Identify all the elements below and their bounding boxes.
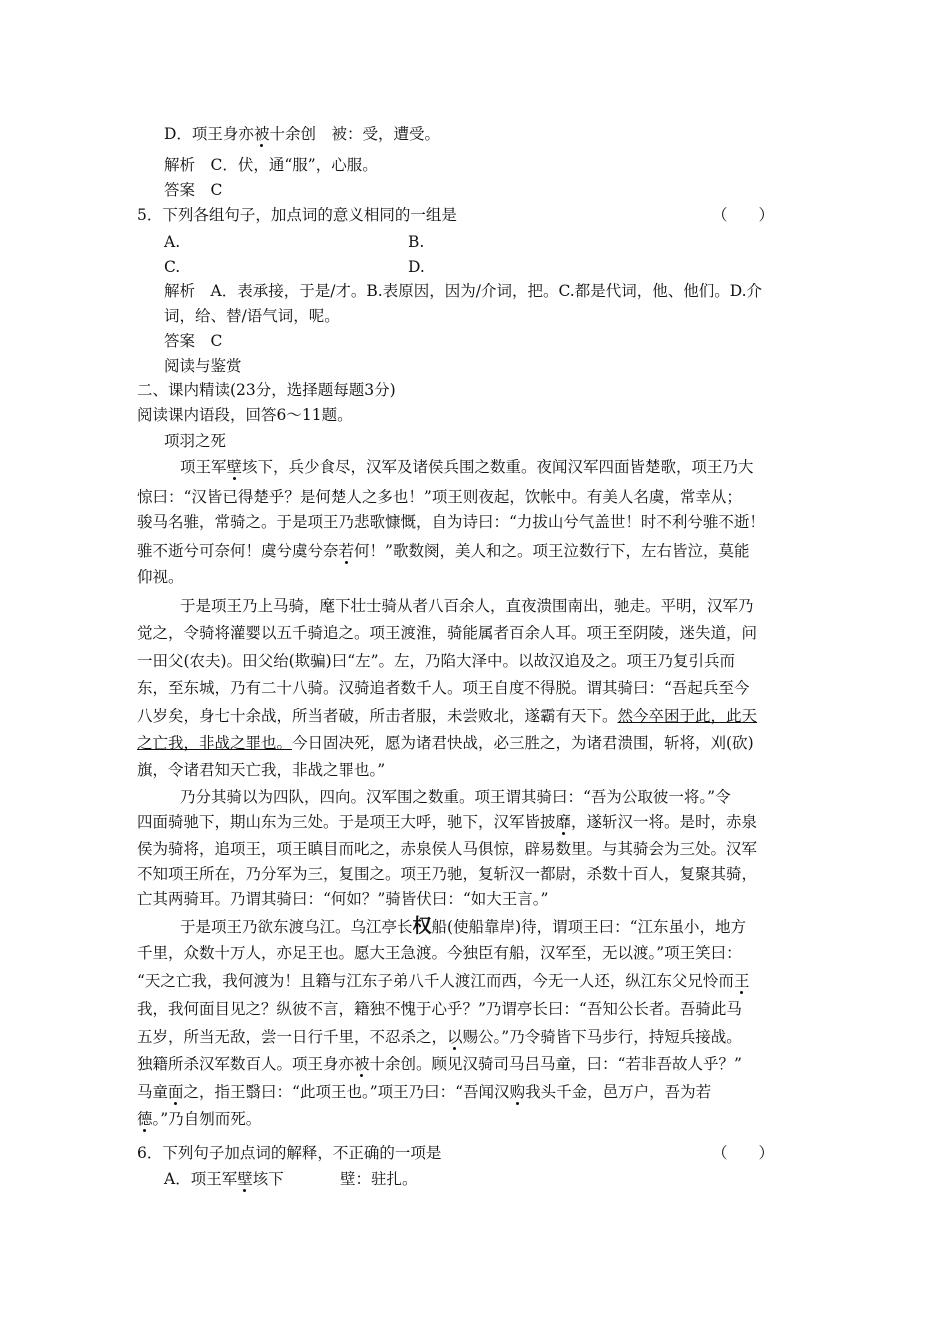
p2-line7: 旗，令诸君知天亡我，非战之罪也。” (137, 761, 386, 779)
underlined-sentence-part1: 然今卒困于此，此天 (617, 707, 758, 725)
p1-line2: 惊曰：“汉皆已得楚乎？是何楚人之多也！”项王则夜起，饮帐中。有美人名虞，常幸从； (137, 488, 742, 506)
q5-answer: 答案 C (164, 332, 223, 350)
p4-line6: 独籍所杀汉军数百人。项王身亦被十余创。顾见汉骑司马吕马童，曰：“若非吾故人乎？” (137, 1055, 742, 1073)
p2-line2: 觉之，令骑将灌婴以五千骑追之。项王渡淮，骑能属者百余人耳。项王至阴陵，迷失道，问 (137, 624, 758, 642)
reading-label: 阅读与鉴赏 (164, 357, 242, 375)
q5-option-d: D. (408, 258, 425, 276)
p2-line3: 一田父(农夫)。田父绐(欺骗)曰“左”。左，乃陷大泽中。以故汉追及之。项王乃复引兵而 (137, 652, 736, 670)
passage-title: 项羽之死 (164, 432, 227, 450)
q5-option-c: C. (164, 258, 181, 276)
p4-line5: 五岁，所当无敌，尝一日行千里，不忍杀之，以赐公。”乃令骑皆下马步行，持短兵接战。 (137, 1028, 742, 1046)
underlined-sentence-part2: 之亡我，非战之罪也。 (137, 734, 293, 752)
p3-line4: 不知项王所在，乃分军为三，复围之。项王乃驰，复斩汉一都尉，杀数十百人，复聚其骑， (137, 865, 758, 883)
q4-option-d: D．项王身亦被十余创 被：受，遭受。 (164, 125, 440, 143)
q6-stem: 6．下列句子加点词的解释，不正确的一项是 (137, 1144, 442, 1162)
p2-line1: 于是项王乃上马骑，麾下壮士骑从者八百余人，直夜溃围南出，驰走。平明，汉军乃 (180, 597, 754, 615)
q4-answer: 答案 C (164, 181, 223, 199)
p1-line4: 骓不逝兮可奈何！虞兮虞兮奈若何！”歌数阕，美人和之。项王泣数行下，左右皆泣，莫能 (137, 542, 750, 560)
q5-analysis-line2: 词，给、替/语气词，呢。 (164, 307, 340, 325)
instruction: 阅读课内语段，回答6～11题。 (137, 406, 353, 424)
p3-line1: 乃分其骑以为四队，四向。汉军围之数重。项王谓其骑曰：“吾为公取彼一将。”令 (180, 788, 731, 806)
p3-line2: 四面骑驰下，期山东为三处。于是项王大呼，驰下，汉军皆披靡，遂斩汉一将。是时，赤泉 (137, 813, 758, 831)
p4-line3: “天之亡我，我何渡为！且籍与江东子弟八千人渡江而西，今无一人还，纵江东父兄怜而王 (137, 972, 750, 990)
p2-line6: 之亡我，非战之罪也。今日固决死，愿为诸君快战，必三胜之，为诸君溃围，斩将，刈(砍) (137, 734, 754, 752)
p3-line5: 亡其两骑耳。乃谓其骑曰：“何如？”骑皆伏曰：“如大王言。” (137, 890, 549, 908)
q5-analysis-line1: 解析 A．表承接，于是/才。B.表原因，因为/介词，把。C.都是代词，他、他们。D.介 (164, 282, 762, 300)
q5-answer-bracket: （ ） (712, 206, 775, 224)
q6-option-a: A．项王军壁垓下 (164, 1170, 284, 1188)
p4-line1: 于是项王乃欲东渡乌江。乌江亭长权船(使船靠岸)待，谓项王曰：“江东虽小，地方 (180, 915, 747, 937)
p2-line5: 八岁矣，身七十余战，所当者破，所击者服，未尝败北，遂霸有天下。然今卒困于此，此天 (137, 707, 758, 725)
p2-line4: 东，至东城，乃有二十八骑。汉骑追者数千人。项王自度不得脱。谓其骑曰：“吾起兵至今 (137, 679, 750, 697)
q6-option-a-gloss: 壁：驻扎。 (340, 1170, 418, 1188)
p1-line3: 骏马名骓，常骑之。于是项王乃悲歌慷慨，自为诗曰：“力拔山兮气盖世！时不利兮骓不逝！ (137, 513, 765, 531)
p4-line7: 马童面之，指王翳曰：“此项王也。”项王乃曰：“吾闻汉购我头千金，邑万户，吾为若 (137, 1083, 712, 1101)
p4-line4: 我，我何面目见之？纵彼不言，籍独不愧于心乎？”乃谓亭长曰：“吾知公长者。吾骑此马 (137, 1000, 742, 1018)
q4-analysis: 解析 C．伏，通“服”，心服。 (164, 156, 378, 174)
q6-answer-bracket: （ ） (712, 1144, 775, 1162)
p1-line1: 项王军壁垓下，兵少食尽，汉军及诸侯兵围之数重。夜闻汉军四面皆楚歌，项王乃大 (180, 458, 754, 476)
q5-stem: 5．下列各组句子，加点词的意义相同的一组是 (137, 206, 457, 224)
q5-option-b: B. (408, 233, 425, 251)
p3-line3: 侯为骑将，追项王，项王瞋目而叱之，赤泉侯人马俱惊，辟易数里。与其骑会为三处。汉军 (137, 840, 758, 858)
p4-line2: 千里，众数十万人，亦足王也。愿大王急渡。今独臣有船，汉军至，无以渡。”项王笑曰： (137, 944, 742, 962)
section-heading: 二、课内精读(23分，选择题每题3分) (137, 381, 396, 399)
p4-line8: 德。”乃自刎而死。 (137, 1110, 262, 1128)
p1-line5: 仰视。 (137, 568, 184, 586)
q5-option-a: A. (164, 233, 181, 251)
